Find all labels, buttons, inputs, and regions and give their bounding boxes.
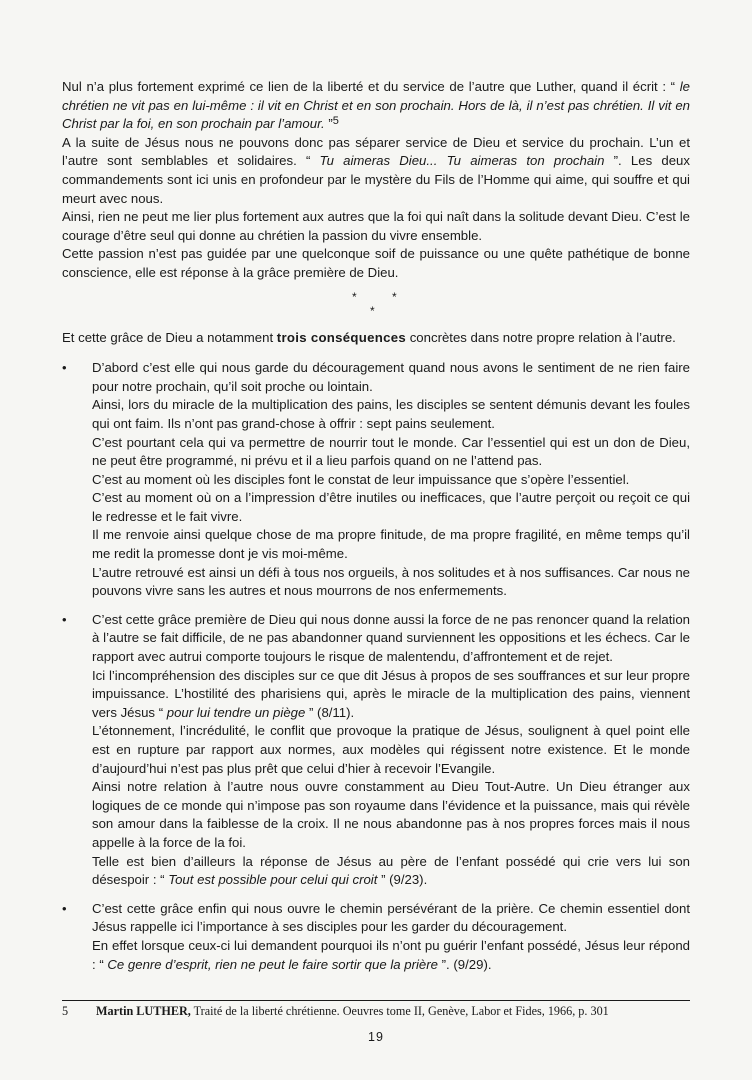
intro-emphasis: trois conséquences xyxy=(276,329,407,345)
list-paragraph: L’autre retrouvé est ainsi un défi à tous nos orgueils, à nos solitudes et à nos suffisances. Car nous ne pouvons vivre sans les autres et nous mourrons de nos enfermements. xyxy=(92,564,690,599)
text-span: ” xyxy=(324,116,333,132)
list-paragraph: C’est au moment où on a l’impression d’être inutiles ou inefficaces, que l’autre perçoit ou reçoit ce qui le redresse et le fait vivre. xyxy=(92,490,690,524)
page-body xyxy=(62,78,690,984)
text-span: ”. (9/29). xyxy=(438,956,492,972)
paragraph-passion: Cette passion n’est pas guidée par une quelconque soif de puissance ou une quête pathétique de bonne conscience, elle est réponse à la grâce première de Dieu. xyxy=(62,246,690,280)
text-span: ”. Les deux commandements sont ici unis en profondeur par le mystère du Fils de l’Homme qui aime, qui souffre et qui meurt avec nous. xyxy=(62,153,690,206)
text-span: ” (8/11). xyxy=(305,704,355,720)
bullet-marker: • xyxy=(62,611,67,627)
text-span: Ici l’incompréhension des disciples sur ce que dit Jésus à propos de ses souffrances et sur leur propre impuissance. L’hostilité des pharisiens qui, après le miracle de la multiplication des pains, viennent vers Jésus “ xyxy=(92,667,690,720)
list-paragraph: L’étonnement, l’incrédulité, le conflit que provoque la pratique de Jésus, soulignent à quel point elle est en rupture par rapport aux normes, aux modèles qui régissent notre existence. Et le monde d’aujourd’hui n’est pas plus prêt que celui d’hier à recevoir l’Evangile. xyxy=(92,723,690,776)
footnote xyxy=(62,1000,690,1019)
list-item xyxy=(62,900,690,974)
list-paragraph: C’est cette grâce enfin qui nous ouvre le chemin persévérant de la prière. Ce chemin essentiel dont Jésus rappelle ici l’importance à ses disciples pour les garder du découragement. xyxy=(92,900,690,935)
page-number: 19 xyxy=(368,1030,384,1044)
scripture-quote: Tout est possible pour celui qui croit xyxy=(168,872,378,888)
text-span: En effet lorsque ceux-ci lui demandent pourquoi ils n’ont pu guérir l’enfant possédé, Jésus leur répond : “ xyxy=(92,937,690,972)
scripture-quote: Ce genre d’esprit, rien ne peut le faire sortir que la prière xyxy=(107,956,438,972)
footnote-ref: 5 xyxy=(332,115,339,128)
paragraph-commandments xyxy=(62,134,690,208)
paragraph-solitude: Ainsi, rien ne peut me lier plus fortement aux autres que la foi qui naît dans la solitude devant Dieu. C’est le courage d’être seul qui donne au chrétien la passion du vivre ensemble. xyxy=(62,209,690,243)
separator-star: * xyxy=(370,303,375,318)
list-paragraph: C’est cette grâce première de Dieu qui nous donne aussi la force de ne pas renoncer quand la relation à l’autre se fait difficile, de ne pas abandonner quand surviennent les oppositions et les échecs. Car le rapport avec autrui comporte toujours le risque de malentendu, d’affrontement et de rejet. xyxy=(92,611,690,665)
list-paragraph xyxy=(92,667,690,723)
text-span: Et cette grâce de Dieu a notamment xyxy=(62,329,277,345)
footnote-author: Martin LUTHER, xyxy=(96,1004,191,1018)
list-paragraph: D’abord c’est elle qui nous garde du découragement quand nous avons le sentiment de ne rien faire pour notre prochain, qu’il soit proche ou lointain. xyxy=(92,360,690,394)
list-paragraph xyxy=(92,853,690,890)
list-item xyxy=(62,359,690,601)
list-item xyxy=(62,611,690,890)
text-span: Telle est bien d’ailleurs la réponse de Jésus au père de l’enfant possédé qui crie vers lui son désespoir : “ xyxy=(92,853,690,888)
consequences-list xyxy=(62,359,690,974)
list-paragraph: Ainsi, lors du miracle de la multiplication des pains, les disciples se sentent démunis devant les foules qui ont faim. Ils n’ont pas grand-chose à offrir : sept pains seulement. xyxy=(92,397,690,431)
footnote-text: Traité de la liberté chrétienne. Oeuvres tome II, Genève, Labor et Fides, 1966, p. 301 xyxy=(190,1004,609,1018)
scripture-quote: pour lui tendre un piège xyxy=(166,704,306,720)
paragraph-luther xyxy=(62,78,690,134)
bullet-marker: • xyxy=(62,360,67,376)
list-paragraph: Il me renvoie ainsi quelque chose de ma propre finitude, de ma propre fragilité, en même temps qu’il me redit la promesse dont je vis moi-même. xyxy=(92,527,690,562)
paragraph-intro xyxy=(62,329,690,348)
text-span: ” (9/23). xyxy=(377,872,428,888)
list-paragraph xyxy=(92,937,690,974)
bullet-marker: • xyxy=(62,900,67,916)
text-span: Nul n’a plus fortement exprimé ce lien de la liberté et du service de l’autre que Luther, quand il écrit : “ xyxy=(62,79,680,94)
text-span: concrètes dans notre propre relation à l’autre. xyxy=(406,329,676,345)
commandment-quote: Tu aimeras Dieu... Tu aimeras ton prochain xyxy=(319,153,605,169)
list-paragraph: Ainsi notre relation à l’autre nous ouvre constamment au Dieu Tout-Autre. Un Dieu étranger aux logiques de ce monde qui n’impose pas son royaume dans l’évidence et la puissance, mais qui révèle son amour dans la faiblesse de la croix. Il ne nous abandonne pas à nos propres forces mais il nous appelle à la force de la foi. xyxy=(92,779,690,850)
section-separator xyxy=(62,287,690,321)
list-paragraph: C’est pourtant cela qui va permettre de nourrir tout le monde. Car l’essentiel qui est un don de Dieu, ne peut être programmé, ni prévu et il a lieu parfois quand on ne l’attend pas. xyxy=(92,434,690,469)
list-paragraph: C’est au moment où les disciples font le constat de leur impuissance que s’opère l’essentiel. xyxy=(92,471,630,487)
luther-quote: le chrétien ne vit pas en lui-même : il vit en Christ et en son prochain. Hors de là, il n’est pas chrétien. Il vit en Christ par la foi, en son prochain par l’amour. xyxy=(62,79,690,132)
separator-star: * xyxy=(392,289,397,304)
text-span: A la suite de Jésus nous ne pouvons donc pas séparer service de Dieu et service du prochain. L’un et l’autre sont semblables et solidaires. “ xyxy=(62,134,690,169)
separator-star: * xyxy=(352,289,357,304)
footnote-number: 5 xyxy=(62,1004,69,1018)
